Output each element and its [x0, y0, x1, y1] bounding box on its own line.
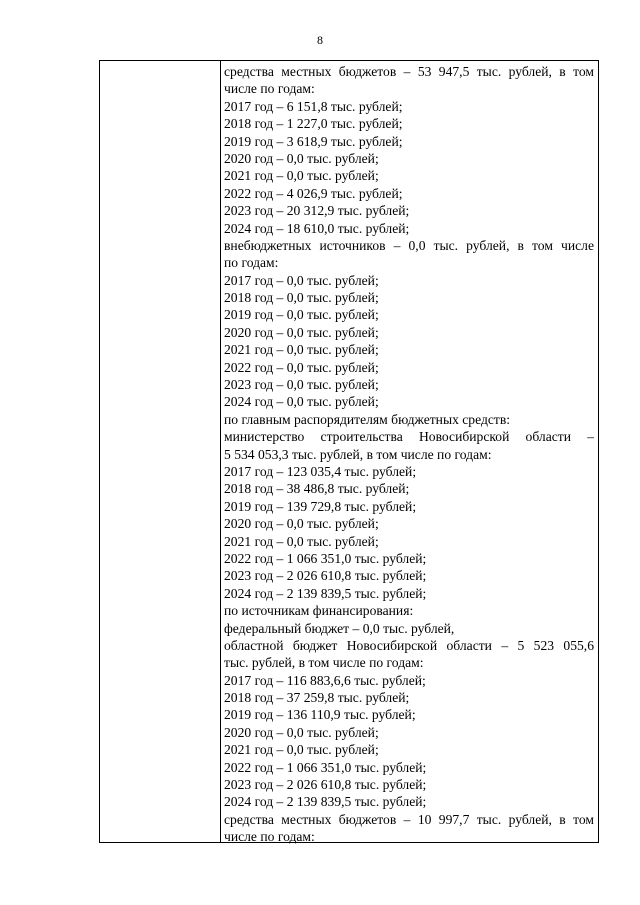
text-line: средства местных бюджетов – 10 997,7 тыс. рублей, в том: [224, 811, 594, 827]
text-line: 2021 год – 0,0 тыс. рублей;: [224, 168, 379, 184]
text-line: по главным распорядителям бюджетных средств:: [224, 411, 511, 427]
text-line: 2020 год – 0,0 тыс. рублей;: [224, 324, 379, 340]
text-line: федеральный бюджет – 0,0 тыс. рублей,: [224, 620, 455, 636]
text-line: 2019 год – 0,0 тыс. рублей;: [224, 307, 379, 323]
text-line: по источникам финансирования:: [224, 603, 414, 619]
financing-table: [99, 60, 599, 843]
text-line: средства местных бюджетов – 53 947,5 тыс. рублей, в том: [224, 64, 594, 79]
text-line: числе по годам:: [224, 829, 315, 845]
text-line: 2022 год – 1 066 351,0 тыс. рублей;: [224, 759, 427, 775]
text-line: 2017 год – 0,0 тыс. рублей;: [224, 272, 379, 288]
text-line: 2023 год – 2 026 610,8 тыс. рублей;: [224, 777, 427, 793]
text-line: областной бюджет Новосибирской области – 5 523 055,6: [224, 637, 594, 653]
text-line: числе по годам:: [224, 81, 315, 97]
text-line: 2022 год – 0,0 тыс. рублей;: [224, 359, 379, 375]
text-line: 2024 год – 18 610,0 тыс. рублей;: [224, 220, 410, 236]
text-line: 2018 год – 37 259,8 тыс. рублей;: [224, 690, 410, 706]
text-line: 2019 год – 3 618,9 тыс. рублей;: [224, 133, 403, 149]
text-line: 2018 год – 0,0 тыс. рублей;: [224, 290, 379, 306]
text-line: тыс. рублей, в том числе по годам:: [224, 655, 424, 671]
text-line: 2024 год – 2 139 839,5 тыс. рублей;: [224, 794, 427, 810]
text-line: по годам:: [224, 255, 279, 271]
text-line: 2022 год – 4 026,9 тыс. рублей;: [224, 185, 403, 201]
text-line: 2017 год – 123 035,4 тыс. рублей;: [224, 463, 417, 479]
table-right-cell: [224, 63, 594, 846]
text-line: 2017 год – 6 151,8 тыс. рублей;: [224, 98, 403, 114]
text-line: 2017 год – 116 883,6,6 тыс. рублей;: [224, 672, 426, 688]
text-line: 2023 год – 20 312,9 тыс. рублей;: [224, 203, 410, 219]
text-line: 2022 год – 1 066 351,0 тыс. рублей;: [224, 550, 427, 566]
table-left-cell: [100, 61, 221, 842]
text-line: 2019 год – 136 110,9 тыс. рублей;: [224, 707, 416, 723]
text-line: 2023 год – 0,0 тыс. рублей;: [224, 377, 379, 393]
text-line: 2023 год – 2 026 610,8 тыс. рублей;: [224, 568, 427, 584]
text-line: министерство строительства Новосибирской области –: [224, 429, 594, 445]
text-line: 2024 год – 0,0 тыс. рублей;: [224, 394, 379, 410]
page-number: 8: [317, 33, 323, 47]
text-line: 2020 год – 0,0 тыс. рублей;: [224, 516, 379, 532]
text-line: 2018 год – 1 227,0 тыс. рублей;: [224, 116, 403, 132]
text-line: 2021 год – 0,0 тыс. рублей;: [224, 342, 379, 358]
text-line: 2019 год – 139 729,8 тыс. рублей;: [224, 498, 417, 514]
text-line: 2020 год – 0,0 тыс. рублей;: [224, 724, 379, 740]
text-line: 2021 год – 0,0 тыс. рублей;: [224, 533, 379, 549]
text-line: 2020 год – 0,0 тыс. рублей;: [224, 150, 379, 166]
text-line: внебюджетных источников – 0,0 тыс. рублей, в том числе: [224, 237, 594, 253]
text-line: 2018 год – 38 486,8 тыс. рублей;: [224, 481, 410, 497]
text-line: 2024 год – 2 139 839,5 тыс. рублей;: [224, 585, 427, 601]
text-line: 5 534 053,3 тыс. рублей, в том числе по годам:: [224, 446, 492, 462]
text-line: 2021 год – 0,0 тыс. рублей;: [224, 742, 379, 758]
